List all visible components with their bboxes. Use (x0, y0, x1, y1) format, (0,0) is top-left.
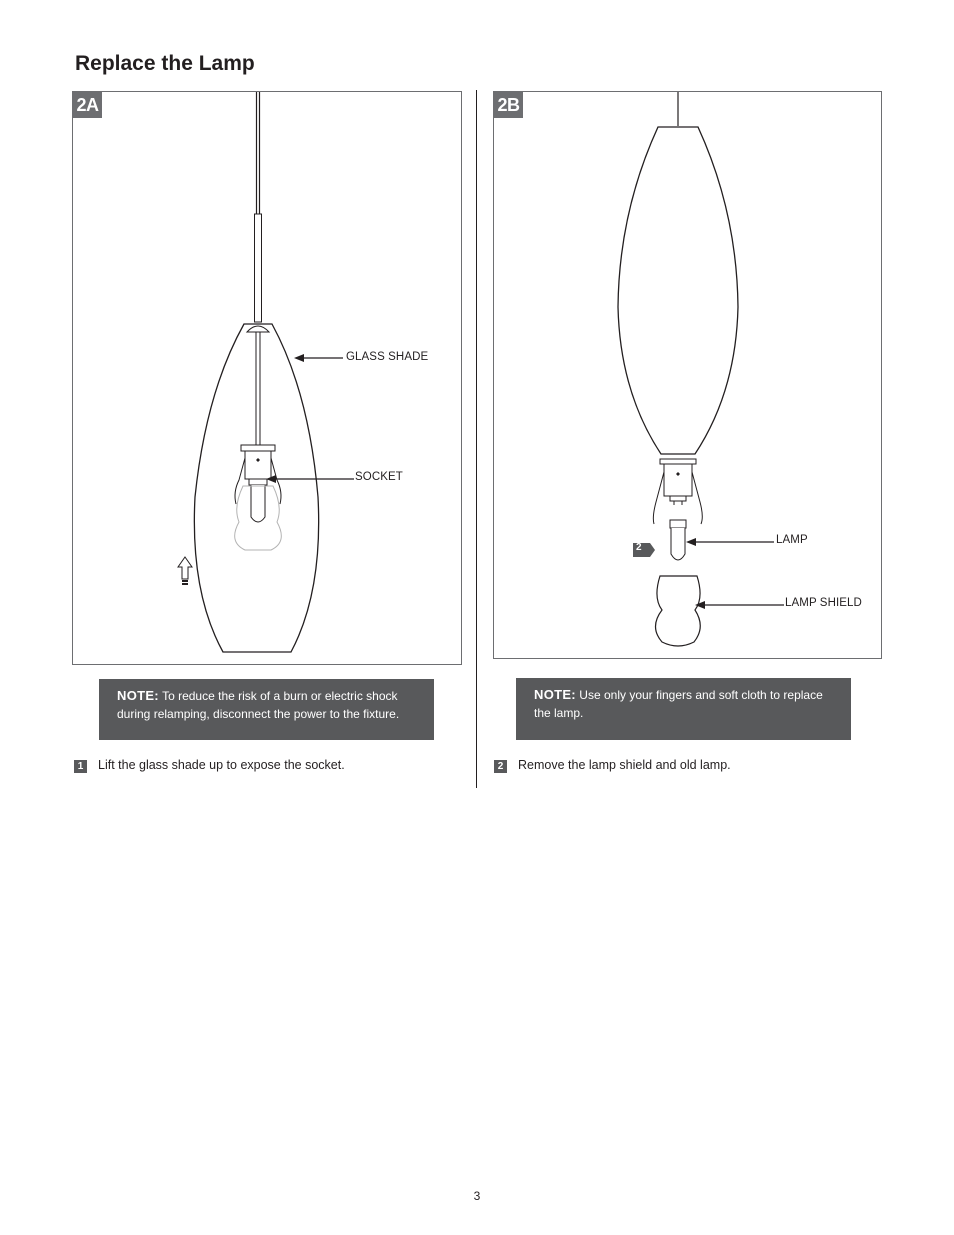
callout-lamp: LAMP (776, 534, 808, 546)
note-box-soft-cloth (516, 678, 851, 740)
step-text: Remove the lamp shield and old lamp. (518, 758, 731, 772)
page-number: 3 (473, 1189, 481, 1203)
callout-glass-shade: GLASS SHADE (346, 351, 429, 363)
note-label: NOTE: (117, 688, 159, 703)
figure-tag-2b: 2B (494, 92, 523, 118)
callout-lamp-shield: LAMP SHIELD (785, 597, 862, 609)
step-text: Lift the glass shade up to expose the socket. (98, 758, 345, 772)
step-2 (494, 758, 731, 773)
column-divider (476, 90, 477, 788)
step-marker-2: 2 (636, 542, 642, 553)
step-number-badge: 1 (74, 760, 87, 773)
page-title: Replace the Lamp (75, 52, 255, 75)
pendant-shade-raised-illustration (73, 92, 461, 664)
step-1 (74, 758, 345, 773)
lamp-removal-illustration (494, 92, 881, 658)
figure-2a (72, 91, 462, 665)
note-label: NOTE: (534, 687, 576, 702)
figure-tag-2a: 2A (73, 92, 102, 118)
step-number-badge: 2 (494, 760, 507, 773)
note-box-burn-warning (99, 679, 434, 740)
callout-socket: SOCKET (355, 471, 403, 483)
note-text: Use only your fingers and soft cloth to replace the lamp. (534, 688, 823, 720)
figure-2b (493, 91, 882, 659)
note-text: To reduce the risk of a burn or electric shock during relamping, disconnect the power to the fixture. (117, 689, 400, 721)
